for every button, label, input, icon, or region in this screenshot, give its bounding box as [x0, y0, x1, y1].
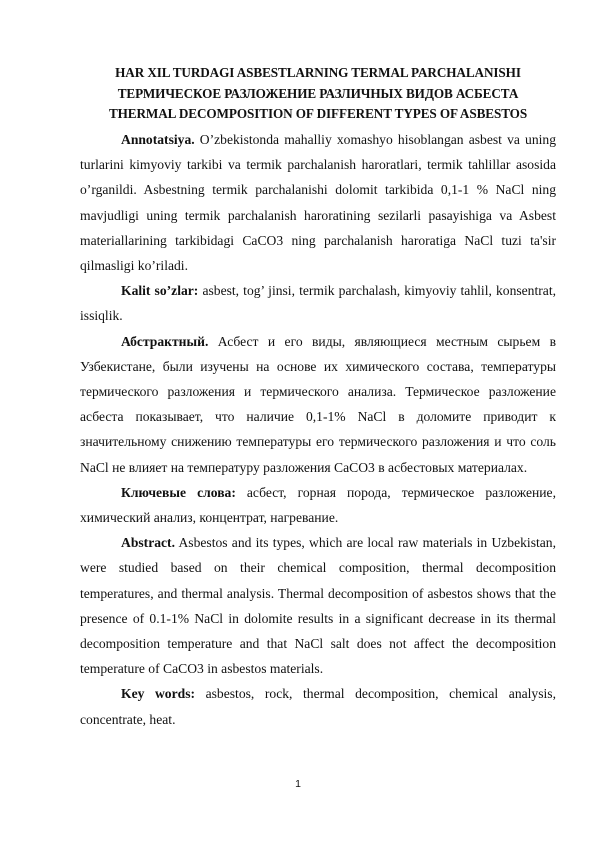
- uzbek-annotation-text: O’zbekistonda mahalliy xomashyo hisoblangan asbest va uning turlarini kimyoviy tarkibi va termik parchalanish haroratlari, termik tahlillar asosida o’rganildi. Asbestning termik parchalanishi dolomit tarkibida 0,1-1 % NaCl ning mavjudligi uning termik parchalanish haroratining sezilarli pasayishiga va Asbest materiallarining tarkibidagi CaCO3 ning parchalanish haroratiga NaCl tuzi ta'sir qilmasligi ko’riladi.: [80, 132, 556, 274]
- russian-annotation-label: Абстрактный.: [121, 333, 209, 349]
- title-russian: ТЕРМИЧЕСКОЕ РАЗЛОЖЕНИЕ РАЗЛИЧНЫХ ВИДОВ АСБЕСТА: [117, 85, 519, 101]
- abstract-body: [80, 127, 556, 732]
- english-keywords-text: asbestos, rock, thermal decomposition, chemical analysis, concentrate, heat.: [80, 686, 556, 727]
- russian-annotation: [80, 329, 556, 480]
- page-number: 1: [295, 778, 301, 790]
- title-block: [80, 63, 556, 125]
- russian-keywords-label: Ключевые слова:: [121, 484, 236, 500]
- uzbek-keywords-label: Kalit so’zlar:: [121, 283, 199, 299]
- uzbek-annotation: [80, 127, 556, 278]
- russian-annotation-text: Асбест и его виды, являющиеся местным сырьем в Узбекистане, были изучены на основе их химического состава, температуры термического разложения и термического анализа. Термическое разложение асбеста показывает, что наличие 0,1-1% NaCl в доломите приводит к значительному снижению температуры его термического разложения и что соль NaCl не влияет на температуру разложения CaCO3 в асбестовых материалах.: [80, 333, 556, 475]
- title-english: THERMAL DECOMPOSITION OF DIFFERENT TYPES OF ASBESTOS: [108, 106, 528, 121]
- russian-keywords-text: асбест, горная порода, термическое разложение, химический анализ, концентрат, нагревание.: [80, 484, 556, 526]
- uzbek-keywords: [80, 278, 556, 328]
- english-abstract-label: Abstract.: [121, 535, 175, 551]
- english-keywords: [80, 681, 556, 731]
- uzbek-annotation-label: Annotatsiya.: [121, 132, 195, 147]
- english-abstract-text: Asbestos and its types, which are local raw materials in Uzbekistan, were studied based on their chemical composition, thermal decomposition temperatures, and thermal analysis. Thermal decomposition of asbestos shows that the presence of 0.1-1% NaCl in dolomite results in a significant decrease in its thermal decomposition temperature and that NaCl salt does not affect the decomposition temperature of CaCO3 in asbestos materials.: [80, 535, 556, 677]
- english-keywords-label: Key words:: [121, 686, 196, 702]
- title-uzbek: HAR XIL TURDAGI ASBESTLARNING TERMAL PARCHALANISHI: [115, 65, 521, 80]
- english-abstract: [80, 530, 556, 681]
- russian-keywords: [80, 480, 556, 530]
- uzbek-keywords-text: asbest, tog’ jinsi, termik parchalash, kimyoviy tahlil, konsentrat, issiqlik.: [80, 283, 556, 324]
